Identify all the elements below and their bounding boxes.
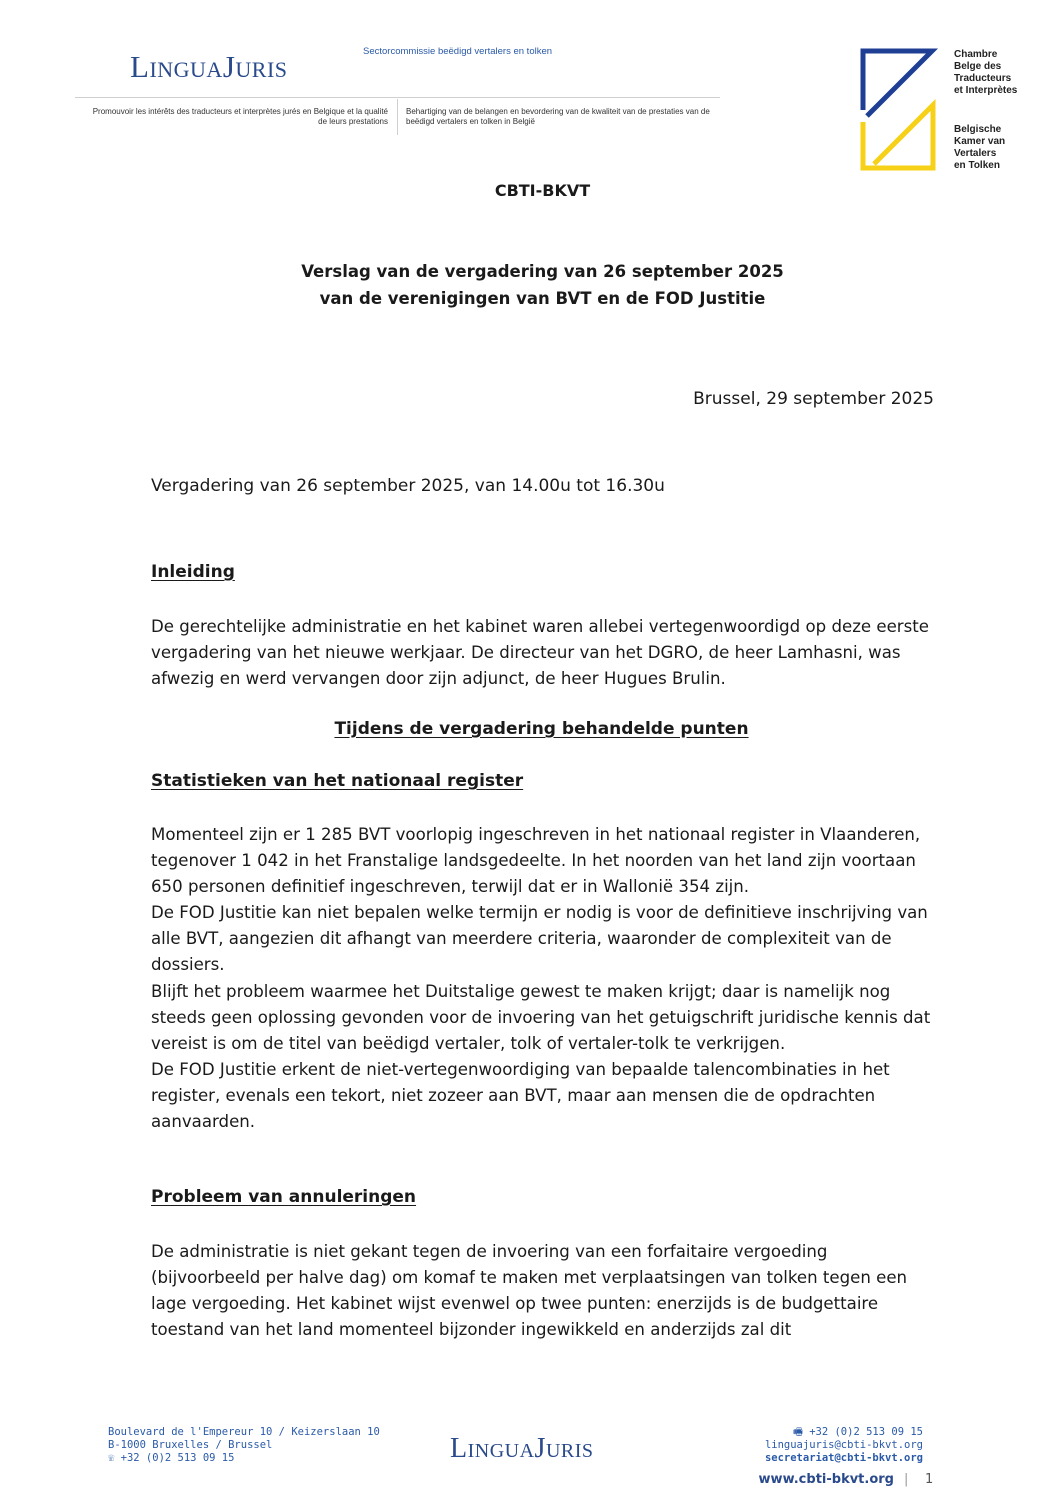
intro-paragraph: [151, 614, 941, 692]
logo-letter: L: [130, 49, 150, 84]
bkvt-name-line: Vertalers: [954, 148, 997, 159]
cbti-name-line: Chambre: [954, 49, 998, 60]
motto-french: Promouvoir les intérêts des traducteurs et interprètes jurés en Belgique et la qualité de leurs prestations: [92, 107, 388, 126]
place-date: Brussel, 29 september 2025: [693, 389, 934, 409]
document-title: [0, 258, 1058, 312]
section-heading-cancellations: Probleem van annuleringen: [151, 1187, 417, 1207]
cbti-name-line: Belge des: [954, 61, 1002, 72]
sector-commission-label: Sectorcommissie beëdigd vertalers en tolken: [363, 46, 553, 57]
statistics-paragraphs: [151, 822, 941, 1135]
document-title-line: van de verenigingen van BVT en de FOD Justitie: [319, 289, 766, 308]
header-column-divider: [397, 99, 398, 135]
cbti-name-line: et Interprètes: [954, 85, 1018, 96]
logo-letter: J: [534, 1433, 546, 1464]
motto-dutch: Behartiging van de belangen en bevordering van de kwaliteit van de prestaties van de beëdigd vertalers en tolken in België: [406, 107, 710, 126]
address-line: B-1000 Bruxelles / Brussel: [108, 1439, 273, 1451]
bkvt-name-line: en Tolken: [954, 160, 1000, 171]
logo-letter: L: [450, 1433, 468, 1464]
logo-text: URIS: [235, 57, 288, 82]
document-title-line: Verslag van de vergadering van 26 september 2025: [301, 262, 784, 281]
paragraph-text: De FOD Justitie kan niet bepalen welke termijn er nodig is voor de definitieve inschrijving van alle BVT, aangezien dit afhangt van meerdere criteria, waaronder de complexiteit van de dossiers.: [151, 903, 928, 975]
document-code: CBTI-BKVT: [494, 181, 591, 200]
logo-letter: J: [222, 49, 236, 84]
paragraph-text: De administratie is niet gekant tegen de invoering van een forfaitaire vergoeding (bijvoorbeeld per halve dag) om komaf te maken met verplaatsingen van tolken tegen een lage vergoeding. Het kabinet wijst evenwel op twee punten: enerzijds is de budgettaire toestand van het land momenteel bijzonder ingewikkeld en anderzijds zal dit: [151, 1242, 908, 1340]
email-link[interactable]: secretariat@cbti-bkvt.org: [764, 1452, 923, 1464]
fax-number: 🖷 +32 (0)2 513 09 15: [792, 1426, 923, 1438]
logo-text: INGUA: [149, 57, 223, 82]
email-link[interactable]: linguajuris@cbti-bkvt.org: [764, 1439, 923, 1451]
footer-address: [108, 1426, 380, 1465]
paragraph-text: Blijft het probleem waarmee het Duitstalige gewest te maken krijgt; daar is namelijk nog steeds geen oplossing gevonden voor de invoering van het getuigschrift juridische kennis dat vereist is om de titel van beëdigd vertaler, tolk of vertaler-tolk te verkrijgen.: [151, 981, 931, 1053]
bkvt-name-dutch: [954, 124, 1005, 172]
bkvt-name-line: Kamer van: [954, 136, 1006, 147]
section-heading-points: Tijdens de vergadering behandelde punten: [334, 719, 749, 739]
linguajuris-logo: [130, 49, 288, 85]
footer-linguajuris-logo: [450, 1433, 594, 1465]
paragraph-text: De gerechtelijke administratie en het kabinet waren allebei vertegenwoordigd op deze eerste vergadering van het nieuwe werkjaar. De directeur van het DGRO, de heer Lamhasni, was afwezig en werd vervangen door zijn adjunct, de heer Hugues Brulin.: [151, 617, 929, 689]
section-heading-intro: Inleiding: [151, 562, 235, 582]
bkvt-name-line: Belgische: [954, 124, 1002, 135]
page-number: 1: [925, 1472, 934, 1487]
section-heading-statistics: Statistieken van het nationaal register: [151, 771, 524, 791]
cancellations-paragraph: [151, 1239, 941, 1343]
footer-contact: [765, 1426, 923, 1465]
header-divider: [75, 97, 720, 98]
cbti-name-french: [954, 49, 1017, 97]
logo-text: URIS: [545, 1440, 594, 1462]
page-separator: |: [904, 1472, 909, 1487]
meeting-time: Vergadering van 26 september 2025, van 14.00u tot 16.30u: [151, 476, 665, 496]
paragraph-text: Momenteel zijn er 1 285 BVT voorlopig ingeschreven in het nationaal register in Vlaanderen, tegenover 1 042 in het Franstalige landsgedeelte. In het noorden van het land zijn voortaan 650 personen definitief ingeschreven, terwijl dat er in Wallonië 354 zijn.: [151, 825, 921, 897]
paragraph-text: De FOD Justitie erkent de niet-vertegenwoordiging van bepaalde talencombinaties in het register, evenals een tekort, niet zozeer aan BVT, maar aan mensen die de opdrachten aanvaarden.: [151, 1059, 890, 1132]
website-link[interactable]: www.cbti-bkvt.org: [758, 1472, 894, 1487]
phone-number: ☏ +32 (0)2 513 09 15: [108, 1452, 235, 1464]
address-line: Boulevard de l'Empereur 10 / Keizerslaan 10: [108, 1426, 380, 1438]
cbti-bkvt-emblem-icon: [860, 48, 948, 173]
logo-text: INGUA: [467, 1440, 535, 1462]
cbti-name-line: Traducteurs: [954, 73, 1012, 84]
